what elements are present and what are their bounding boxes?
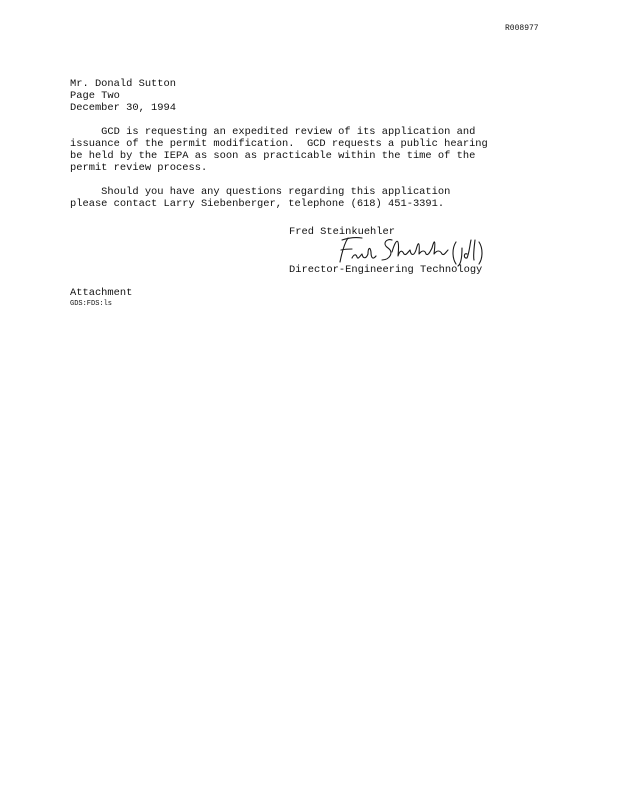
paragraph-line: permit review process. [70, 162, 208, 174]
recipient-block [70, 78, 176, 114]
document-number: R008977 [505, 24, 539, 33]
paragraph-line: please contact Larry Siebenberger, telephone (618) 451-3391. [70, 198, 445, 210]
reference-initials: GDS:FDS:ls [70, 300, 113, 308]
recipient-name: Mr. Donald Sutton [70, 78, 177, 90]
paragraph-request [70, 126, 488, 174]
letter-date: December 30, 1994 [70, 102, 177, 114]
enclosure-notation: Attachment [70, 287, 133, 299]
signer-title: Director-Engineering Technology [289, 264, 483, 276]
paragraph-contact [70, 186, 450, 210]
page-indicator: Page Two [70, 90, 120, 102]
paragraph-line: be held by the IEPA as soon as practicable within the time of the [70, 150, 476, 162]
paragraph-line: issuance of the permit modification. GCD requests a public hearing [70, 138, 488, 150]
paragraph-line: Should you have any questions regarding this application [70, 186, 451, 198]
paragraph-line: GCD is requesting an expedited review of its application and [70, 126, 476, 138]
signer-typed-name: Fred Steinkuehler [289, 226, 396, 238]
